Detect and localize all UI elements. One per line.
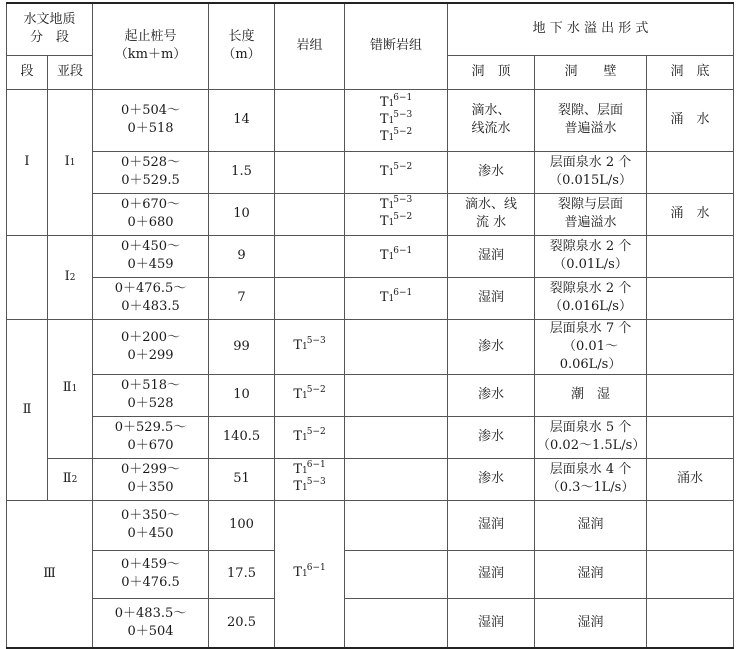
fault-rock-cell [345,550,448,598]
bottom-cell [647,550,734,598]
segment-3: Ⅲ [7,500,93,648]
wall-cell: 湿润 [535,550,647,598]
subsegment-2-1: Ⅱ1 [48,319,93,458]
subsegment-1-2: Ⅰ2 [48,235,93,319]
station-cell: 0＋350～ 0＋450 [93,500,209,550]
wall-cell: 裂隙与层面 普遍溢水 [535,193,647,235]
top-cell: 渗水 [448,319,535,374]
bottom-cell [647,500,734,550]
station-cell: 0＋504～ 0＋518 [93,89,209,151]
length-cell: 51 [209,458,275,500]
header-top: 洞 顶 [448,55,535,89]
station-cell: 0＋450～ 0＋459 [93,235,209,277]
length-cell: 10 [209,374,275,416]
station-cell: 0＋476.5～ 0＋483.5 [93,277,209,319]
table-row [7,277,734,319]
table-row [7,416,734,458]
station-cell: 0＋200～ 0＋299 [93,319,209,374]
length-cell: 14 [209,89,275,151]
length-cell: 20.5 [209,598,275,648]
header-station-bottom: （km＋m） [114,47,187,63]
wall-cell: 裂隙泉水 2 个 （0.01L/s） [535,235,647,277]
bottom-cell [647,277,734,319]
fault-rock-cell [345,598,448,648]
table-row [7,193,734,235]
length-cell: 140.5 [209,416,275,458]
wall-cell: 湿润 [535,598,647,648]
station-cell: 0＋518～ 0＋528 [93,374,209,416]
top-cell: 滴水、线 流 水 [448,193,535,235]
fault-rock-cell [345,416,448,458]
wall-cell: 裂隙、层面 普遍溢水 [535,89,647,151]
wall-cell: 层面泉水 5 个 （0.02～1.5L/s） [535,416,647,458]
rock-cell: $T1^{5-2}$ [275,416,345,458]
station-cell: 0＋670～ 0＋680 [93,193,209,235]
table-row [7,151,734,193]
table-row [7,235,734,277]
top-cell: 湿润 [448,550,535,598]
header-wall: 洞 壁 [535,55,647,89]
top-cell: 湿润 [448,277,535,319]
header-length-top: 长度 [228,29,255,45]
fault-rock-cell [345,319,448,374]
length-cell: 7 [209,277,275,319]
length-cell: 100 [209,500,275,550]
table-row [7,319,734,374]
segment-1: Ⅰ [7,89,48,235]
rock-cell: $T1^{5-3}$ [275,319,345,374]
bottom-cell [647,235,734,277]
wall-cell: 层面泉水 2 个 （0.015L/s） [535,151,647,193]
segment-2: Ⅱ [7,319,48,500]
wall-cell: 潮 湿 [535,374,647,416]
fault-rock-cell: $T1^{5-2}$ [345,151,448,193]
header-subseg: 亚段 [48,55,93,89]
table-row [7,458,734,500]
rock-cell [275,89,345,151]
station-cell: 0＋459～ 0＋476.5 [93,550,209,598]
table-wrapper [6,2,733,649]
rock-cell [275,235,345,277]
header-length [209,3,275,89]
header-seepage: 地 下 水 溢 出 形 式 [448,3,734,55]
header-fault-rock: 错断岩组 [345,3,448,89]
wall-cell: 层面泉水 7 个 （0.01～0.06L/s） [535,319,647,374]
top-cell: 渗水 [448,151,535,193]
header-rock: 岩组 [275,3,345,89]
bottom-cell [647,319,734,374]
top-cell: 滴水、 线流水 [448,89,535,151]
header-length-bottom: （m） [222,47,261,63]
segment-1-cont [7,235,48,319]
fault-rock-cell [345,374,448,416]
bottom-cell: 涌水 [647,458,734,500]
header-station [93,3,209,89]
wall-cell: 湿润 [535,500,647,550]
rock-cell: $T1^{6-1}$ [275,500,345,648]
rock-cell [275,193,345,235]
header-section-bottom: 分 段 [30,30,70,46]
table-row [7,89,734,151]
length-cell: 9 [209,235,275,277]
header-section [7,3,93,55]
rock-cell: $T1^{5-2}$ [275,374,345,416]
bottom-cell: 涌 水 [647,89,734,151]
fault-rock-cell [345,458,448,500]
fault-rock-cell: $T1^{6-1}$ [345,235,448,277]
station-cell: 0＋528～ 0＋529.5 [93,151,209,193]
subsegment-2-2: Ⅱ2 [48,458,93,500]
table-row [7,374,734,416]
length-cell: 10 [209,193,275,235]
bottom-cell: 涌 水 [647,193,734,235]
bottom-cell [647,151,734,193]
top-cell: 渗水 [448,458,535,500]
fault-rock-cell: $T1^{6-1}$ [345,277,448,319]
station-cell: 0＋483.5～ 0＋504 [93,598,209,648]
top-cell: 湿润 [448,235,535,277]
station-cell: 0＋529.5～ 0＋670 [93,416,209,458]
header-section-top: 水文地质 [23,12,76,28]
table-row [7,598,734,648]
header-bottom: 洞 底 [647,55,734,89]
fault-rock-cell: $T1^{6-1}$ $T1^{5-3}$ $T1^{5-2}$ [345,89,448,151]
top-cell: 渗水 [448,416,535,458]
length-cell: 1.5 [209,151,275,193]
header-station-top: 起止桩号 [124,29,177,45]
wall-cell: 层面泉水 4 个 （0.3～1L/s） [535,458,647,500]
top-cell: 湿润 [448,500,535,550]
top-cell: 湿润 [448,598,535,648]
bottom-cell [647,598,734,648]
rock-cell [275,151,345,193]
top-cell: 渗水 [448,374,535,416]
table-row [7,550,734,598]
bottom-cell [647,416,734,458]
rock-cell [275,277,345,319]
fault-rock-cell [345,500,448,550]
bottom-cell [647,374,734,416]
length-cell: 99 [209,319,275,374]
station-cell: 0＋299～ 0＋350 [93,458,209,500]
fault-rock-cell: $T1^{5-3}$ $T1^{5-2}$ [345,193,448,235]
groundwater-table [6,2,734,649]
header-row-1 [7,3,734,55]
header-seg: 段 [7,55,48,89]
rock-cell: $T1^{6-1}$ $T1^{5-3}$ [275,458,345,500]
table-row [7,500,734,550]
subsegment-1-1: Ⅰ1 [48,89,93,235]
length-cell: 17.5 [209,550,275,598]
wall-cell: 裂隙泉水 2 个 （0.016L/s） [535,277,647,319]
